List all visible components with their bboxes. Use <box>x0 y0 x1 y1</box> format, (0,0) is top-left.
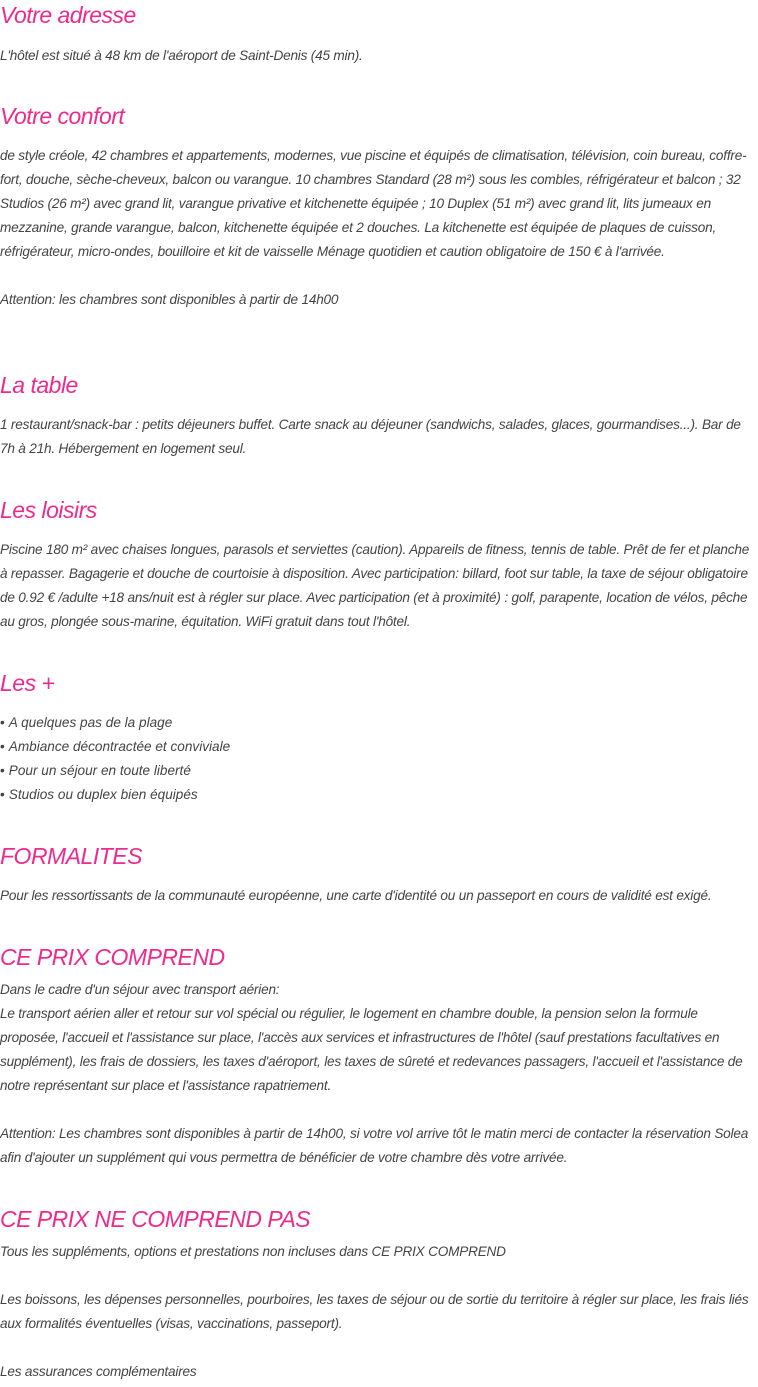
plus-list <box>0 711 758 807</box>
confort-text: de style créole, 42 chambres et appartements, modernes, vue piscine et équipés de climatisation, télévision, coin bureau, coffre-fort, douche, sèche-cheveux, balcon ou varangue. 10 chambres Standard (28 m²) sous les combles, réfrigérateur et balcon ; 32 Studios (26 m²) avec grand lit, varangue privative et kitchenette équipée ; 10 Duplex (51 m²) avec grand lit, lits jumeaux en mezzanine, grande varangue, balcon, kitchenette équipée et 2 douches. La kitchenette est équipée de plaques de cuisson, réfrigérateur, micro-ondes, bouilloire et kit de vaisselle Ménage quotidien et caution obligatoire de 150 € à l'arrivée. <box>0 148 747 259</box>
section-adresse <box>0 0 758 68</box>
comprend-intro: Dans le cadre d'un séjour avec transport aérien: <box>0 982 280 997</box>
ne-comprend-pas-text-2: Les boissons, les dépenses personnelles, pourboires, les taxes de séjour ou de sortie du territoire à régler sur place, les frais liés aux formalités éventuelles (visas, vaccinations, passeport). <box>0 1292 749 1331</box>
comprend-text: Le transport aérien aller et retour sur vol spécial ou régulier, le logement en chambre double, la pension selon la formule proposée, l'accueil et l'assistance sur place, l'accès aux services et infrastructures de l'hôtel (sauf prestations facultatives en supplément), les frais de dossiers, les taxes d'aéroport, les taxes de sûreté et redevances passagers, l'accueil et l'assistance de notre représentant sur place et l'assistance rapatriement. <box>0 1006 743 1093</box>
adresse-text: L'hôtel est situé à 48 km de l'aéroport de Saint-Denis (45 min). <box>0 48 363 63</box>
section-title-plus: Les + <box>0 670 55 696</box>
list-item: • Pour un séjour en toute liberté <box>0 759 758 783</box>
section-plus <box>0 668 758 807</box>
confort-note: Attention: les chambres sont disponibles à partir de 14h00 <box>0 292 339 307</box>
section-title-confort: Votre confort <box>0 103 125 129</box>
list-item: • Ambiance décontractée et conviviale <box>0 735 758 759</box>
section-formalites <box>0 841 758 908</box>
table-text: 1 restaurant/snack-bar : petits déjeuners buffet. Carte snack au déjeuner (sandwichs, salades, glaces, gourmandises...). Bar de 7h à 21h. Hébergement en logement seul. <box>0 417 741 456</box>
section-ne-comprend-pas <box>0 1204 758 1384</box>
section-loisirs <box>0 495 758 634</box>
section-title-adresse: Votre adresse <box>0 2 136 28</box>
list-item: • Studios ou duplex bien équipés <box>0 783 758 807</box>
comprend-note: Attention: Les chambres sont disponibles à partir de 14h00, si votre vol arrive tôt le matin merci de contacter la réservation Solea afin d'ajouter un supplément qui vous permettra de bénéficier de votre chambre dès votre arrivée. <box>0 1126 749 1165</box>
list-item: • A quelques pas de la plage <box>0 711 758 735</box>
section-table <box>0 370 758 461</box>
section-comprend <box>0 942 758 1170</box>
section-title-formalites: FORMALITES <box>0 843 142 869</box>
section-title-ne-comprend-pas: CE PRIX NE COMPREND PAS <box>0 1206 311 1232</box>
ne-comprend-pas-text-1: Tous les suppléments, options et prestations non incluses dans CE PRIX COMPREND <box>0 1244 506 1259</box>
section-title-loisirs: Les loisirs <box>0 497 97 523</box>
ne-comprend-pas-text-3: Les assurances complémentaires <box>0 1364 197 1379</box>
section-title-table: La table <box>0 372 78 398</box>
loisirs-text: Piscine 180 m² avec chaises longues, parasols et serviettes (caution). Appareils de fitness, tennis de table. Prêt de fer et planche à repasser. Bagagerie et douche de courtoisie à disposition. Avec participation: billard, foot sur table, la taxe de séjour obligatoire de 0.92 € /adulte +18 ans/nuit est à régler sur place. Avec participation (et à proximité) : golf, parapente, location de vélos, pêche au gros, plongée sous-marine, équitation. WiFi gratuit dans tout l'hôtel. <box>0 542 750 629</box>
section-confort <box>0 101 758 312</box>
section-title-comprend: CE PRIX COMPREND <box>0 944 225 970</box>
formalites-text: Pour les ressortissants de la communauté européenne, une carte d'identité ou un passeport en cours de validité est exigé. <box>0 888 712 903</box>
